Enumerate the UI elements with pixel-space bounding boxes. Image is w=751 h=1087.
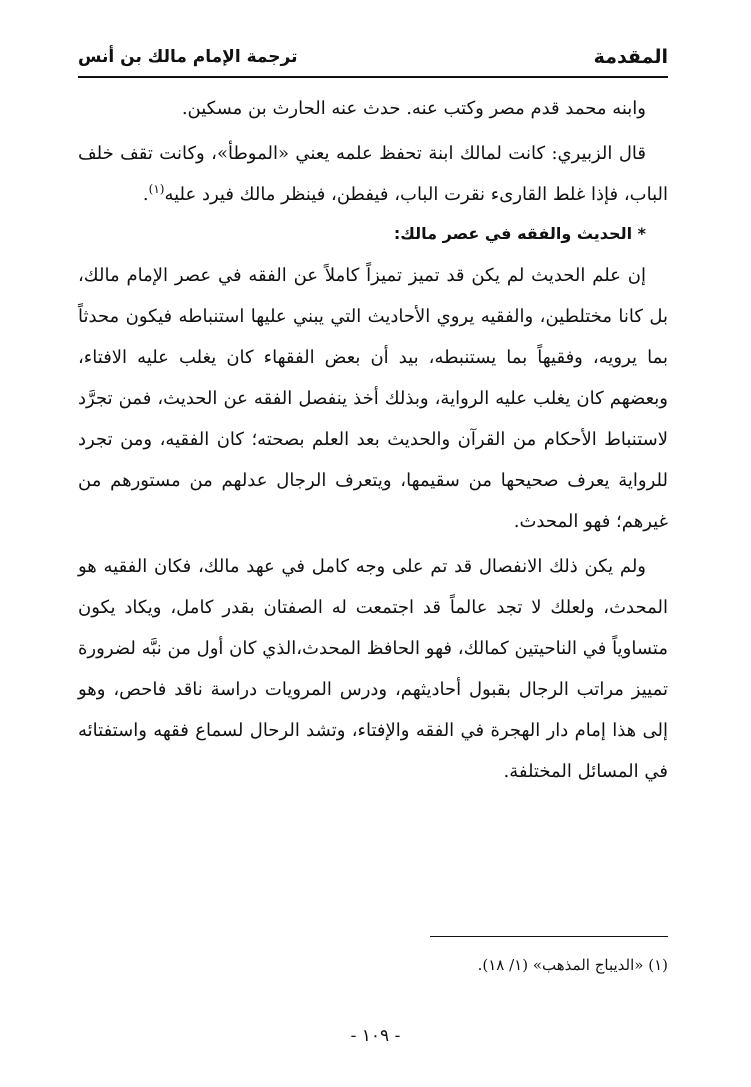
- header-section-name: المقدمة: [593, 46, 668, 68]
- page-number: - ١٠٩ -: [350, 1026, 401, 1046]
- paragraph-4: ولم يكن ذلك الانفصال قد تم على وجه كامل في عهد مالك، فكان الفقيه هو المحدث، ولعلك لا تجد عالماً قد اجتمعت له الصفتان بقدر كامل، ويكاد يكون متساوياً في الناحيتين كمالك، فهو الحافظ المحدث،الذي كان أول من نبَّه لضرورة تمييز مراتب الرجال بقبول أحاديثهم، ودرس المرويات دراسة ناقد فاحص، وهو إلى هذا إمام دار الهجرة في الفقه والإفتاء، وتشد الرحال لسماع فقهه واستفتائه في المسائل المختلفة.: [78, 556, 668, 782]
- footnote-reference: (١): [148, 182, 165, 196]
- paragraph-2: [78, 133, 668, 215]
- header-divider: [78, 76, 668, 78]
- paragraph-3: إن علم الحديث لم يكن قد تميز تميزاً كاملاً عن الفقه في عصر الإمام مالك، بل كانا مختلطين، والفقيه يروي الأحاديث التي يبني عليها استنباطه فيكون محدثاً بما يرويه، وفقيهاً بما يستنبطه، بيد أن بعض الفقهاء كان يغلب عليه الافتاء، وبعضهم كان يغلب عليه الرواية، وبذلك أخذ ينفصل الفقه عن الحديث، فمن تجرَّد لاستنباط الأحكام من القرآن والحديث بعد العلم بصحته؛ كان الفقيه، ومن تجرد للرواية يعرف صحيحها من سقيمها، ويتعرف الرجال عدلهم من مستورهم من غيرهم؛ فهو المحدث.: [78, 265, 668, 532]
- paragraph-2-text: قال الزبيري: كانت لمالك ابنة تحفظ علمه يعني «الموطأ»، وكانت تقف خلف الباب، فإذا غلط القارىء نقرت الباب، فيفطن، فينظر مالك فيرد عليه: [78, 143, 668, 205]
- paragraph-2-end: .: [142, 184, 149, 205]
- paragraph-1: وابنه محمد قدم مصر وكتب عنه. حدث عنه الحارث بن مسكين.: [181, 98, 646, 119]
- running-header: [78, 40, 668, 74]
- header-book-title: ترجمة الإمام مالك بن أنس: [78, 47, 298, 67]
- footnote: (١) «الديباج المذهب» (١/ ١٨).: [477, 956, 668, 974]
- footnote-divider: [430, 936, 668, 937]
- section-heading: * الحديث والفقه في عصر مالك:: [393, 224, 646, 243]
- page-body: [78, 88, 668, 792]
